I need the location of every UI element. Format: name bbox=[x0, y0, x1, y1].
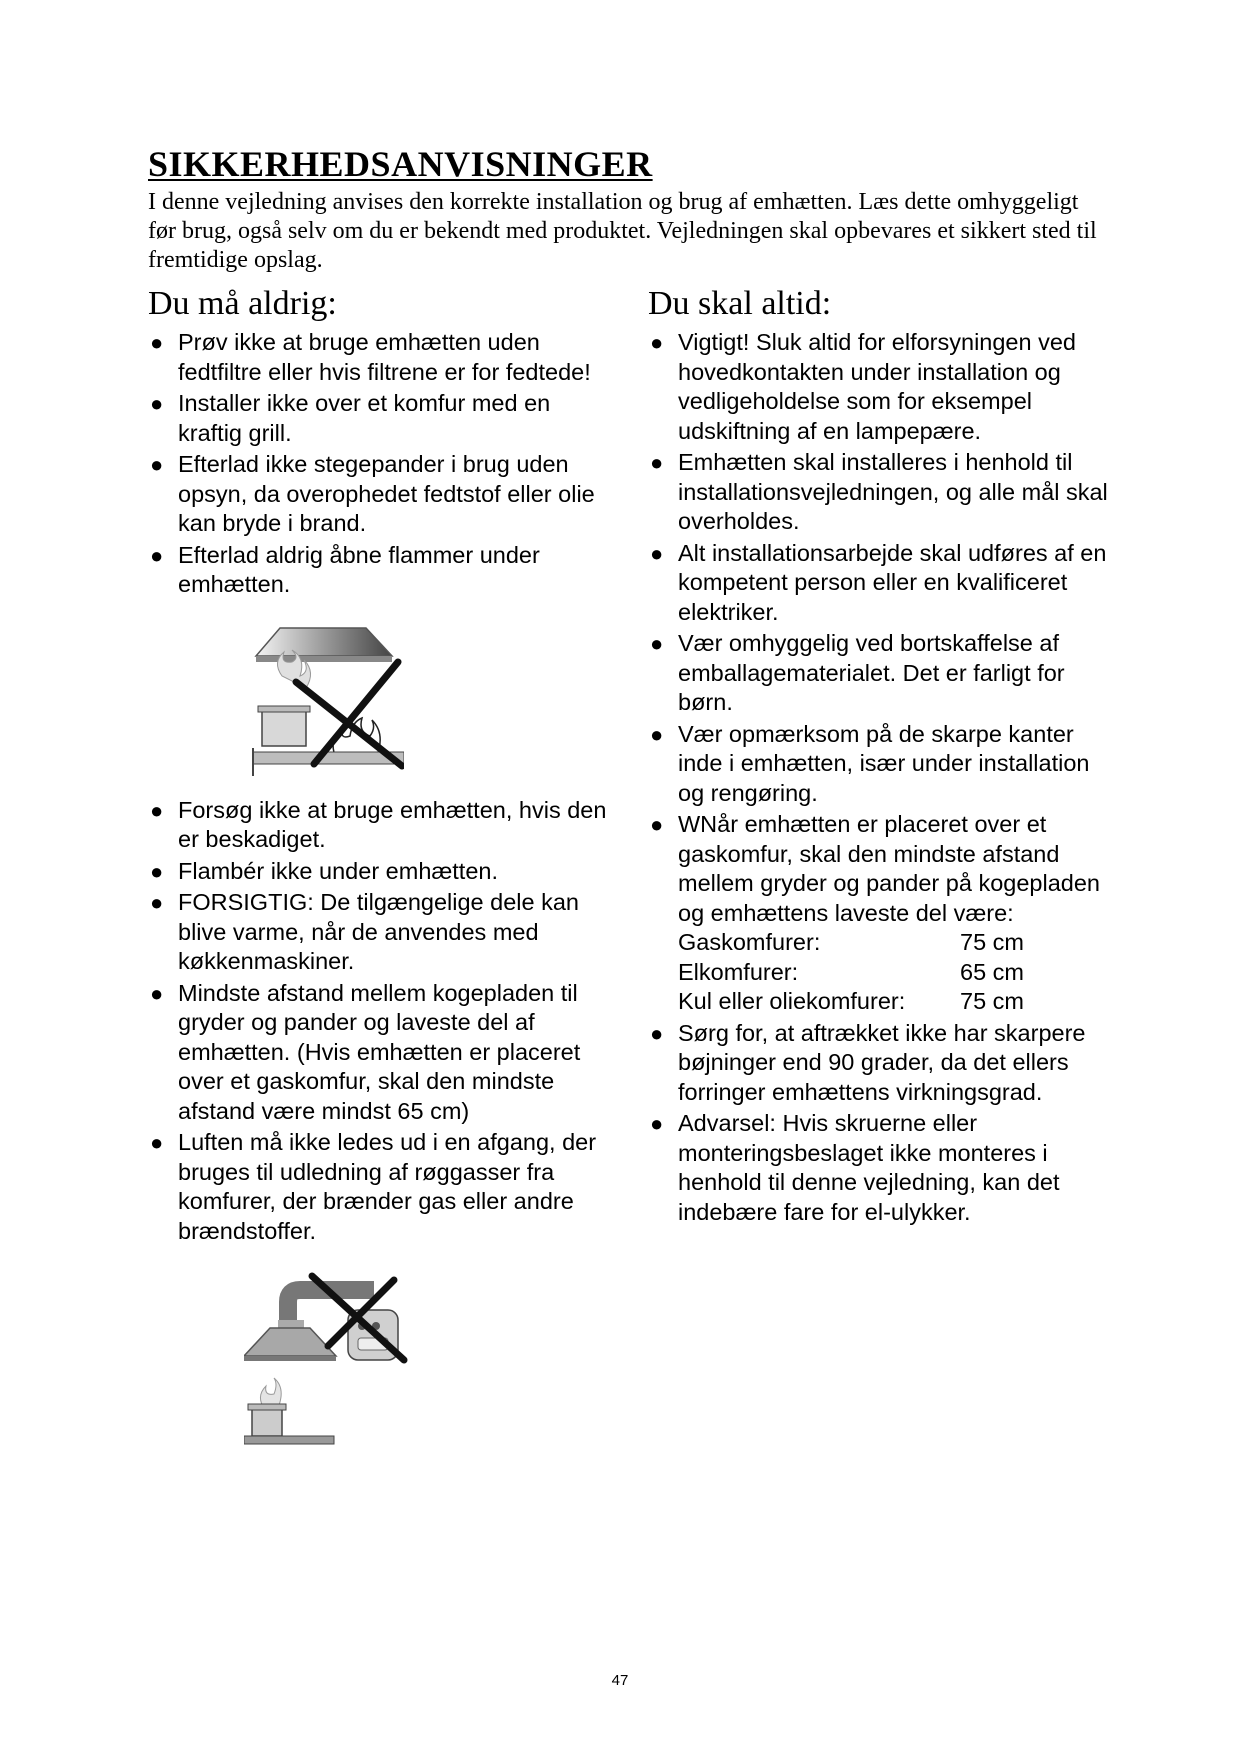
list-item: ● Vær omhyggelig ved bortskaffelse af emballagematerialet. Det er farligt for børn. bbox=[648, 629, 1118, 718]
list-item: ● Luften må ikke ledes ud i en afgang, der bruges til udledning af røggasser fra komfurer, der brænder gas eller andre brændstoffer. bbox=[148, 1128, 618, 1246]
never-heading: Du må aldrig: bbox=[148, 285, 337, 322]
distance-row bbox=[678, 958, 1118, 988]
always-heading: Du skal altid: bbox=[648, 285, 832, 322]
never-list-b bbox=[148, 796, 618, 1247]
never-column bbox=[148, 284, 618, 1468]
list-item: ● Vær opmærksom på de skarpe kanter inde i emhætten, især under installation og rengøring. bbox=[648, 720, 1118, 809]
page-number: 47 bbox=[611, 1672, 629, 1689]
intro-paragraph: I denne vejledning anvises den korrekte installation og brug af emhætten. Læs dette omhyggeligt før brug, også selv om du er bekendt med produktet. Vejledningen skal opbevares et sikkert sted til fremtidige opslag. bbox=[148, 189, 1097, 273]
list-item: ● Prøv ikke at bruge emhætten uden fedtfiltre eller hvis filtrene er for fedtede! bbox=[148, 328, 618, 387]
list-item: ● FORSIGTIG: De tilgængelige dele kan blive varme, når de anvendes med køkkenmaskiner. bbox=[148, 888, 618, 977]
distance-label: Gaskomfurer: bbox=[678, 929, 821, 955]
no-open-flame-illustration bbox=[252, 626, 618, 776]
list-item: ● Installer ikke over et komfur med en kraftig grill. bbox=[148, 389, 618, 448]
list-item: ● Efterlad ikke stegepander i brug uden opsyn, da overophedet fedtstof eller olie kan bryde i brand. bbox=[148, 450, 618, 539]
distance-label: Elkomfurer: bbox=[678, 958, 799, 985]
never-list-a bbox=[148, 328, 618, 600]
no-shared-flue-illustration bbox=[244, 1268, 618, 1448]
page-title: SIKKERHEDSANVISNINGER bbox=[148, 144, 653, 184]
list-item: ● Flambér ikke under emhætten. bbox=[148, 857, 618, 887]
list-item: ● Emhætten skal installeres i henhold til installationsvejledningen, og alle mål skal overholdes. bbox=[648, 448, 1118, 537]
list-item-distance bbox=[648, 810, 1118, 1017]
distance-value: 65 cm bbox=[960, 958, 1024, 985]
list-item: ● Advarsel: Hvis skruerne eller monteringsbeslaget ikke monteres i henhold til denne vejledning, kan det indebære fare for el-ulykker. bbox=[648, 1109, 1118, 1227]
distance-row bbox=[678, 987, 1118, 1017]
always-column bbox=[648, 284, 1118, 1229]
distance-value: 75 cm bbox=[960, 988, 1024, 1014]
list-item: ● Mindste afstand mellem kogepladen til gryder og pander og laveste del af emhætten. (Hvis emhætten er placeret over et gaskomfur, skal den mindste afstand være mindst 65 cm) bbox=[148, 979, 618, 1127]
distance-row bbox=[678, 928, 1118, 958]
distance-value: 75 cm bbox=[960, 929, 1024, 955]
list-item: ● Efterlad aldrig åbne flammer under emhætten. bbox=[148, 541, 618, 600]
distance-table bbox=[678, 928, 1118, 1017]
list-item: ● Sørg for, at aftrækket ikke har skarpere bøjninger end 90 grader, da det ellers forringer emhættens virkningsgrad. bbox=[648, 1019, 1118, 1108]
list-item: ● Forsøg ikke at bruge emhætten, hvis den er beskadiget. bbox=[148, 796, 618, 855]
distance-label: Kul eller oliekomfurer: bbox=[678, 988, 906, 1014]
always-list bbox=[648, 328, 1118, 1227]
list-item: ● Vigtigt! Sluk altid for elforsyningen ved hovedkontakten under installation og vedligeholdelse som for eksempel udskiftning af en lampepære. bbox=[648, 328, 1118, 446]
list-item: ● Alt installationsarbejde skal udføres af en kompetent person eller en kvalificeret elektriker. bbox=[648, 539, 1118, 628]
distance-intro: WNår emhætten er placeret over et gaskomfur, skal den mindste afstand mellem gryder og pander på kogepladen og emhættens laveste del være: bbox=[678, 811, 1100, 926]
